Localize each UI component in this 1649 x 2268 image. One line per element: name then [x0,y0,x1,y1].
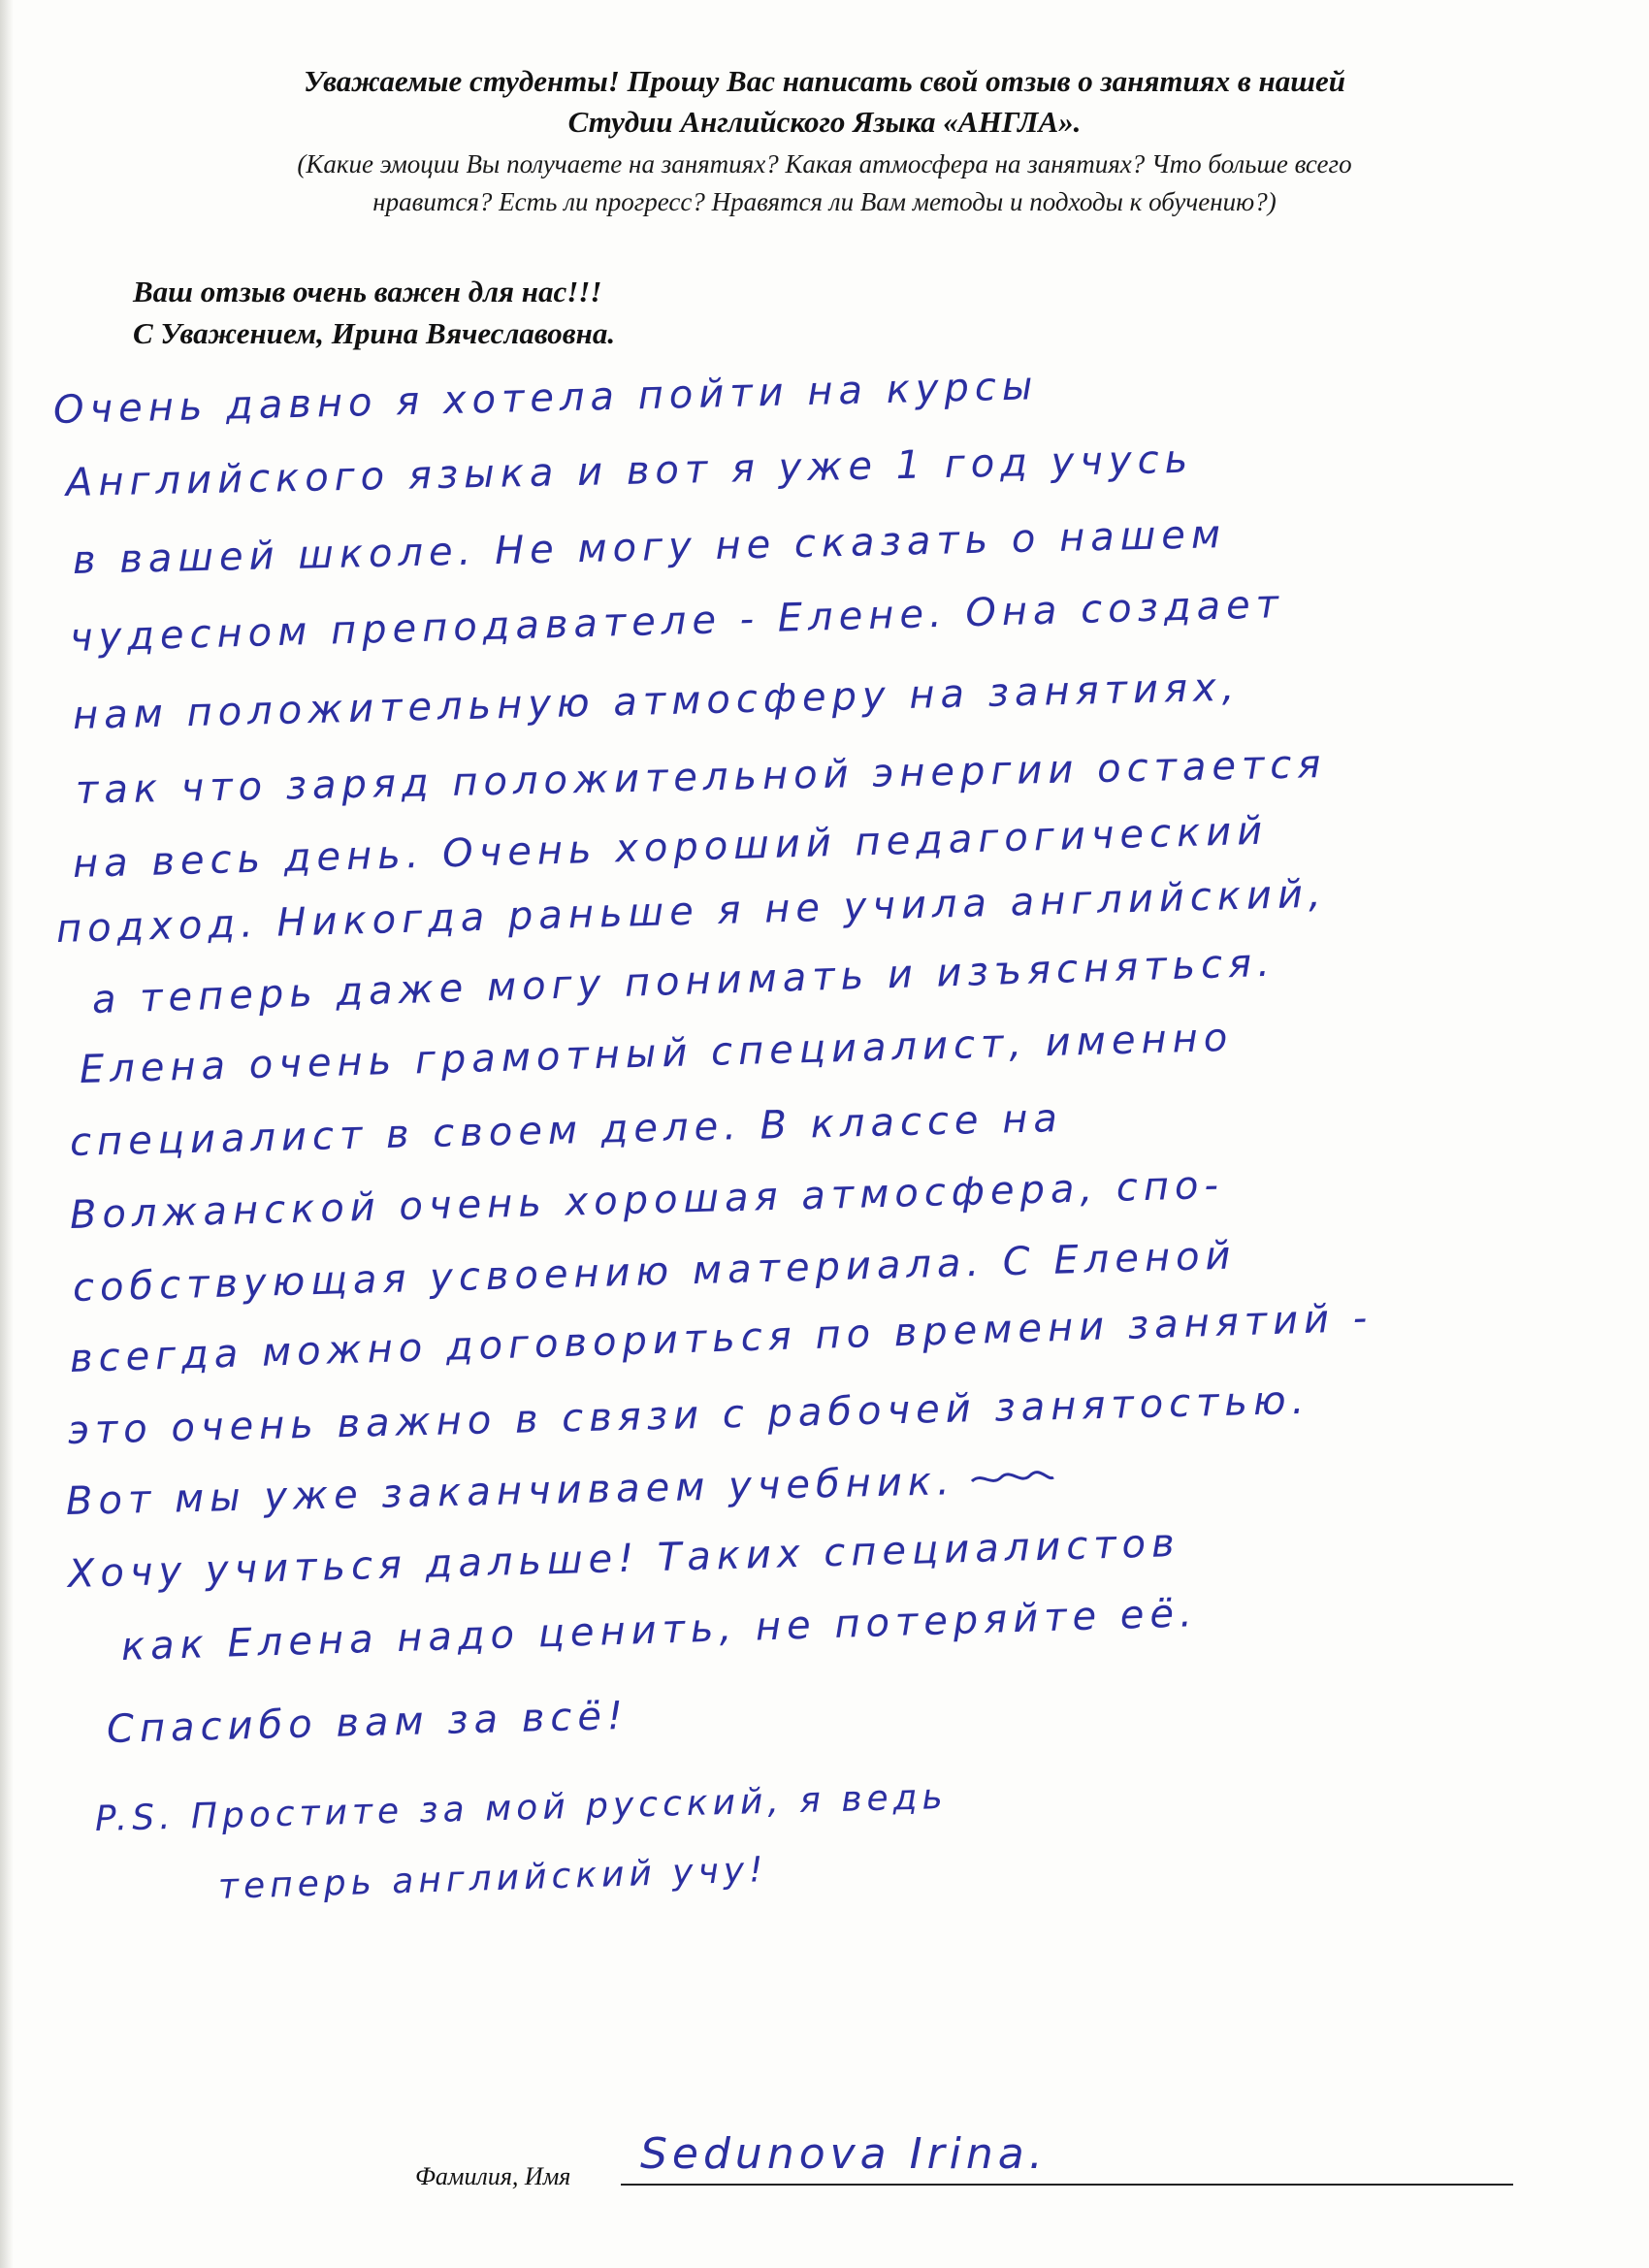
form-questions-line-1: (Какие эмоции Вы получаете на занятиях? Какая атмосфера на занятиях? Что больше всего [297,149,1352,178]
postscript-line: теперь английский учу! [217,1850,769,1907]
form-heading-line-1: Уважаемые студенты! Прошу Вас написать свой отзыв о занятиях в нашей [303,64,1346,98]
review-line: Хочу учиться дальше! Таких специалистов [67,1520,1181,1597]
form-closing-line-1: Ваш отзыв очень важен для нас!!! [133,275,602,308]
review-line: собствующая усвоению материала. С Еленой [72,1233,1238,1311]
review-line: Волжанской очень хорошая атмосфера, спо- [69,1162,1225,1238]
surname-name-label: Фамилия, Имя [415,2162,571,2190]
review-line: а теперь даже могу понимать и изъясняться. [91,940,1277,1022]
review-line: подход. Никогда раньше я не учила английский, [55,871,1328,952]
signature-underline [621,2184,1513,2186]
review-line: Вот мы уже заканчиваем учебник. [65,1459,956,1524]
form-questions-line-2: нравится? Есть ли прогресс? Нравятся ли Вам методы и подходы к обучению?) [372,187,1277,216]
review-line: на весь день. Очень хороший педагогический [72,808,1269,887]
review-line: Очень давно я хотела пойти на курсы [52,364,1039,433]
review-line: так что заряд положительной энергии остается [75,741,1327,813]
review-line: всегда можно договориться по времени занятий - [69,1295,1374,1381]
review-line: Елена очень грамотный специалист, именно [79,1015,1234,1092]
surname-name-value: Sedunova Irina. [640,2129,1048,2179]
form-closing-line-2: С Уважением, Ирина Вячеславовна. [133,316,616,350]
review-line: нам положительную атмосферу на занятиях, [72,664,1241,738]
form-heading-line-2: Студии Английского Языка «АНГЛА». [567,105,1082,139]
review-line: Спасибо вам за всё! [106,1693,630,1752]
review-line: специалист в своем деле. В классе на [69,1095,1064,1165]
review-line: это очень важно в связи с рабочей занятостью. [67,1377,1310,1453]
signature-row [0,2129,1649,2190]
postscript-line: P.S. Простите за мой русский, я ведь [94,1776,949,1839]
review-line: чудесном преподавателе - Елене. Она создает [69,582,1285,661]
review-line: как Елена надо ценить, не потеряйте её. [120,1591,1199,1669]
review-line: в вашей школе. Не могу не сказать о нашем [72,512,1227,583]
review-line: Английского языка и вот я уже 1 год учусь [65,437,1194,505]
